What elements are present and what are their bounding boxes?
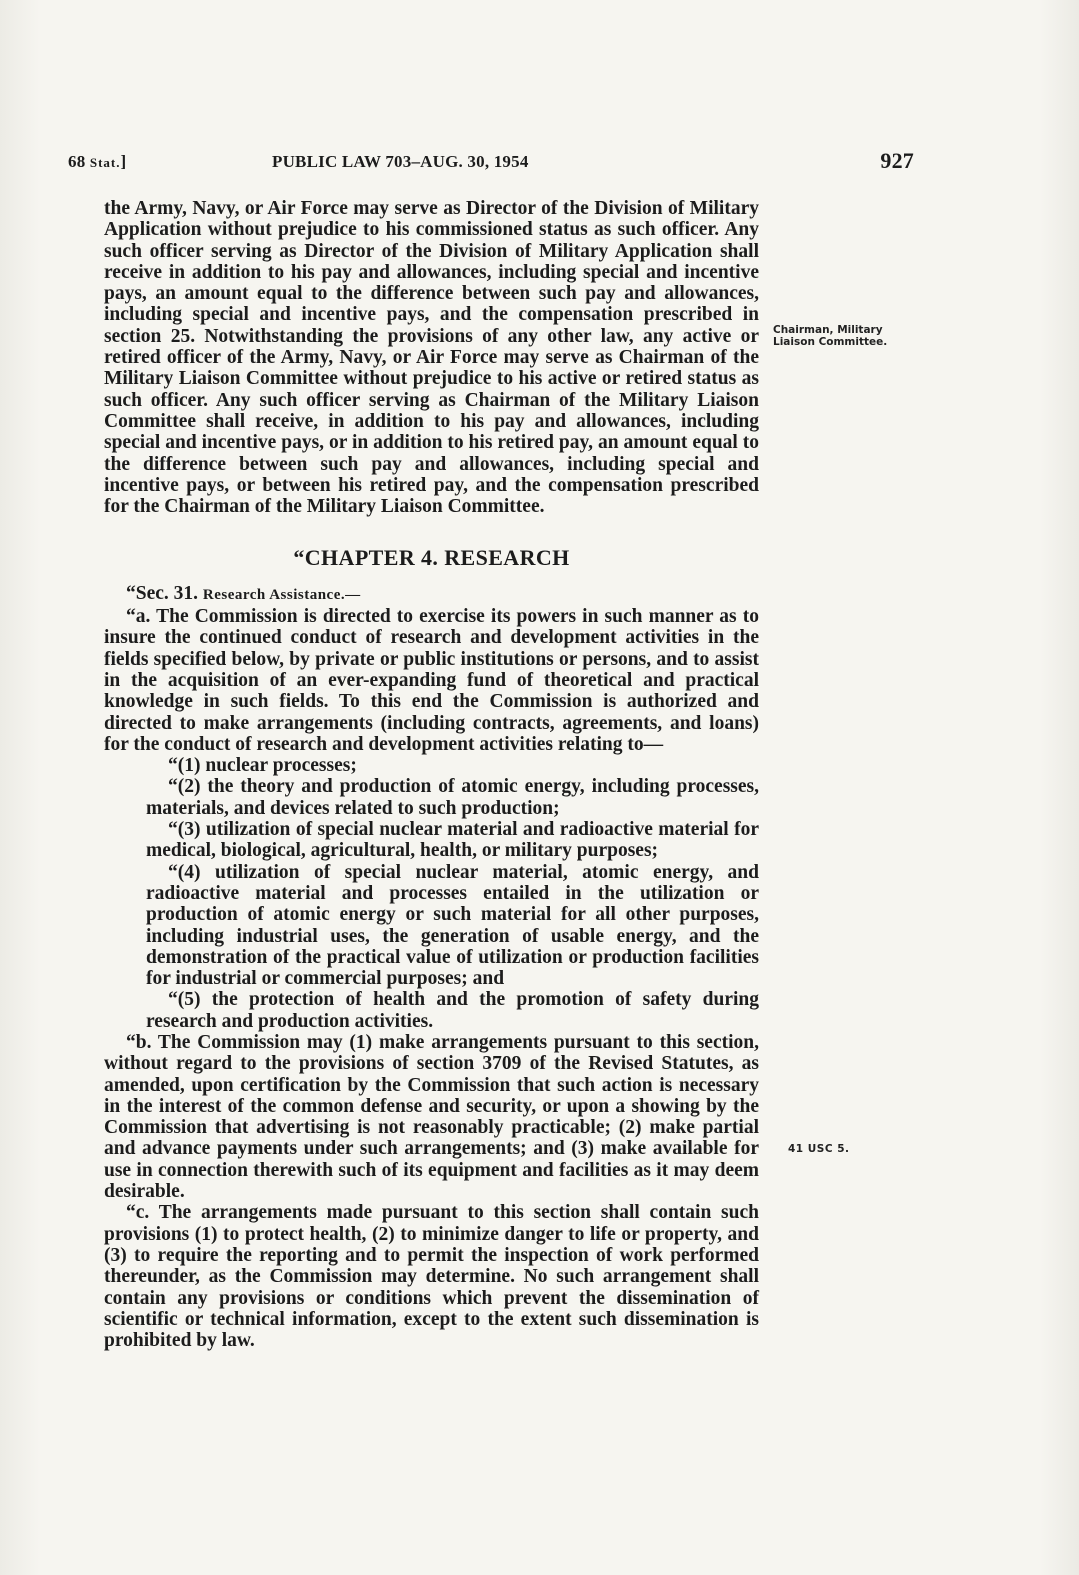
list-item-2: “(2) the theory and production of atomic energy, including processes, materials, and devices related to such production; (146, 776, 759, 819)
page-header (68, 148, 914, 178)
page-number: 927 (880, 148, 914, 173)
margin-note-chairman: Chairman, Military Liaison Committee. (773, 324, 888, 348)
list-item-1: “(1) nuclear processes; (168, 755, 357, 777)
paragraph-b: “b. The Commission may (1) make arrangements pursuant to this section, without regard to the provisions of section 3709 of the Revised Statutes, as amended, upon certification by the Commission that such action is necessary in the interest of the common defense and security, or upon a showing by the Commission that advertising is not reasonably practicable; (2) make partial and advance payments under such arrangements; and (3) make available for use in connection therewith such of its equipment and facilities as it may deem desirable. (104, 1031, 759, 1203)
paragraph-continuation: the Army, Navy, or Air Force may serve as Director of the Division of Military Application without prejudice to his commissioned status as such officer. Any such officer serving as Director of the Division of Military Application shall receive in addition to his pay and allowances, including special and incentive pays, an amount equal to the difference between such pay and allowances, including special and incentive pays, and the compensation prescribed in section 25. Notwithstanding the provisions of any other law, any active or retired officer of the Army, Navy, or Air Force may serve as Chairman of the Military Liaison Committee without prejudice to his active or retired status as such officer. Any such officer serving as Chairman of the Military Liaison Committee shall receive, in addition to his pay and allowances, including special and incentive pays, or in addition to his retired pay, an amount equal to the difference between such pay and allowances, including special and incentive pays, or between his retired pay, and the compensation prescribed for the Chairman of the Military Liaison Committee. (104, 198, 759, 518)
list-item-5: “(5) the protection of health and the promotion of safety during research and production activities. (146, 989, 759, 1032)
section-number: “Sec. 31. (126, 582, 199, 604)
paragraph-c: “c. The arrangements made pursuant to this section shall contain such provisions (1) to protect health, (2) to minimize danger to life or property, and (3) to require the reporting and to permit the inspection of work performed thereunder, as the Commission may determine. No such arrangement shall contain any provisions or conditions which prevent the dissemination of scientific or technical information, except to the extent such dissemination is prohibited by law. (104, 1202, 759, 1352)
list-item-4: “(4) utilization of special nuclear material, atomic energy, and radioactive material and processes entailed in the utilization or production of atomic energy or such material for all other purposes, including industrial uses, the generation of usable energy, and the demonstration of the practical value of utilization or production facilities for industrial or commercial purposes; and (146, 861, 759, 990)
paragraph-a: “a. The Commission is directed to exercise its powers in such manner as to insure the continued conduct of research and development activities in the fields specified below, by private or public institutions or persons, and to assist in the acquisition of an ever-expanding fund of theoretical and practical knowledge in such fields. To this end the Commission is authorized and directed to make arrangements (including contracts, agreements, and loans) for the conduct of research and development activities relating to— (104, 606, 759, 755)
margin-note-usc: 41 USC 5. (788, 1143, 850, 1155)
chapter-heading: “CHAPTER 4. RESEARCH (293, 545, 570, 571)
section-heading (104, 583, 759, 606)
page-body (104, 198, 759, 1351)
page-title: PUBLIC LAW 703–AUG. 30, 1954 (272, 152, 529, 171)
statute-reference: 68 Stat.] (68, 152, 127, 171)
section-title: Research Assistance.— (202, 586, 361, 603)
list-item-3: “(3) utilization of special nuclear material and radioactive material for medical, biological, agricultural, health, or military purposes; (146, 819, 759, 862)
